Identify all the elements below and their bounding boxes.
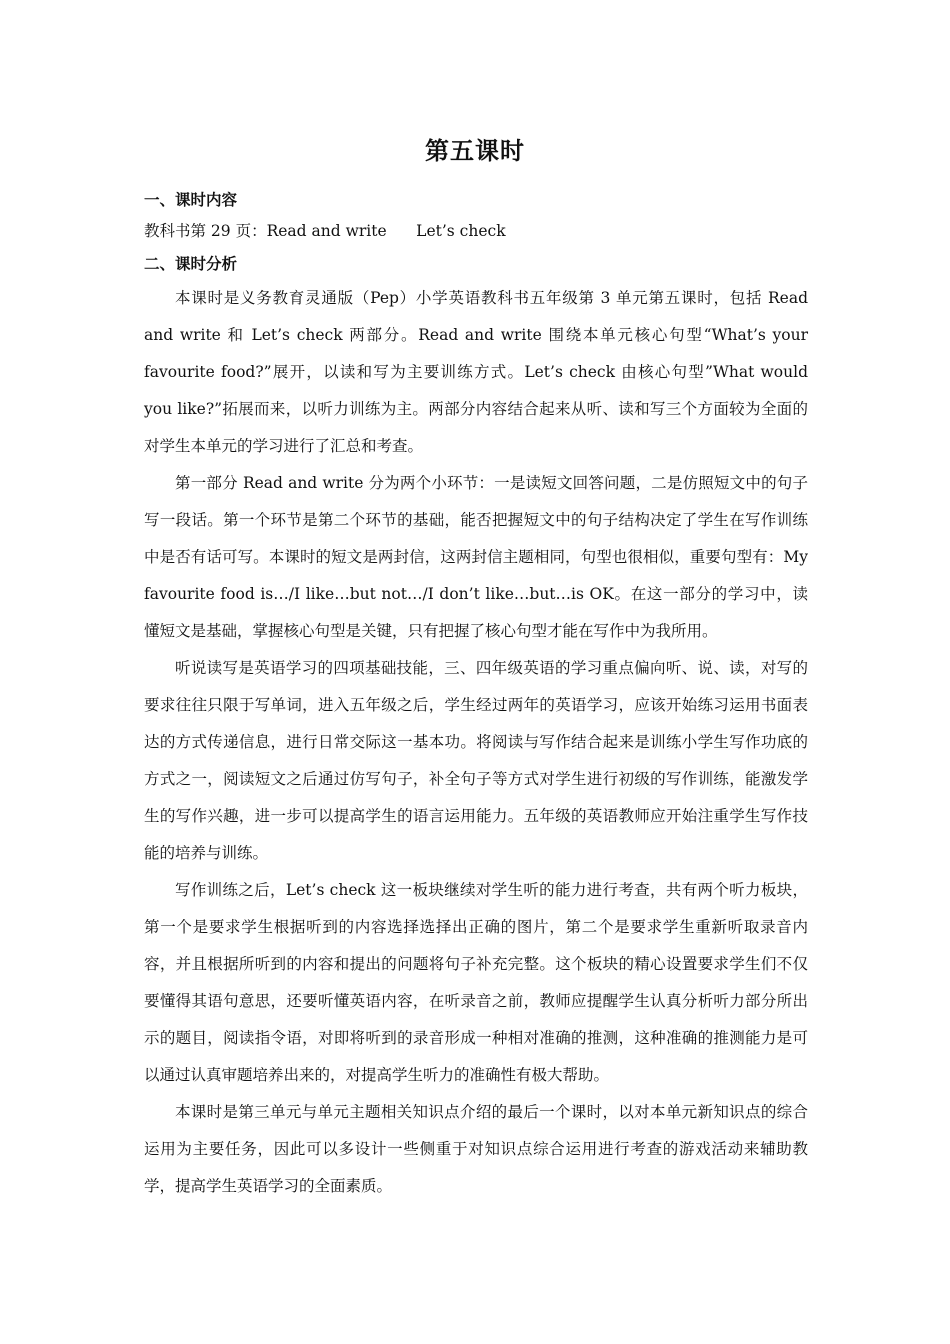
analysis-paragraph: 写作训练之后，Let’s check 这一板块继续对学生听的能力进行考查，共有两个听力板块，第一个是要求学生根据听到的内容选择选择出正确的图片，第二个是要求学生重新听取录音内容，并且根据所听到的内容和提出的问题将句子补充完整。这个板块的精心设置要求学生们不仅要懂得其语句意思，还要听懂英语内容，在听录音之前，教师应提醒学生认真分析听力部分所出示的题目，阅读指令语，对即将听到的录音形成一种相对准确的推测，这种准确的推测能力是可以通过认真审题培养出来的，对提高学生听力的准确性有极大帮助。 bbox=[144, 881, 808, 1084]
section-heading-lesson-content: 一、课时内容 bbox=[144, 190, 238, 209]
lesson-content-text: 教科书第 29 页：Read and write Let’s check bbox=[144, 222, 506, 240]
analysis-paragraph: 第一部分 Read and write 分为两个小环节：一是读短文回答问题，二是仿照短文中的句子写一段话。第一个环节是第二个环节的基础，能否把握短文中的句子结构决定了学生在写作训练中是否有话可写。本课时的短文是两封信，这两封信主题相同，句型也很相似，重要句型有：My favourite food is…/I like…but not…/I don’t like…but…is OK。在这一部分的学习中，读懂短文是基础，掌握核心句型是关键，只有把握了核心句型才能在写作中为我所用。 bbox=[144, 474, 808, 640]
analysis-paragraph: 本课时是义务教育灵通版（Pep）小学英语教科书五年级第 3 单元第五课时，包括 Read and write 和 Let’s check 两部分。Read and write 围绕本单元核心句型“What’s your favourite food?”展开，以读和写为主要训练方式。Let’s check 由核心句型”What would you like?”拓展而来，以听力训练为主。两部分内容结合起来从听、读和写三个方面较为全面的对学生本单元的学习进行了汇总和考查。 bbox=[144, 289, 808, 455]
analysis-paragraph: 听说读写是英语学习的四项基础技能，三、四年级英语的学习重点偏向听、说、读，对写的要求往往只限于写单词，进入五年级之后，学生经过两年的英语学习，应该开始练习运用书面表达的方式传递信息，进行日常交际这一基本功。将阅读与写作结合起来是训练小学生写作功底的方式之一，阅读短文之后通过仿写句子，补全句子等方式对学生进行初级的写作训练，能激发学生的写作兴趣，进一步可以提高学生的语言运用能力。五年级的英语教师应开始注重学生写作技能的培养与训练。 bbox=[144, 659, 808, 862]
analysis-paragraph: 本课时是第三单元与单元主题相关知识点介绍的最后一个课时，以对本单元新知识点的综合运用为主要任务，因此可以多设计一些侧重于对知识点综合运用进行考查的游戏活动来辅助教学，提高学生英语学习的全面素质。 bbox=[144, 1103, 808, 1195]
section-heading-lesson-analysis: 二、课时分析 bbox=[144, 254, 238, 273]
document-body bbox=[144, 186, 808, 1205]
page-title: 第五课时 bbox=[425, 136, 525, 165]
